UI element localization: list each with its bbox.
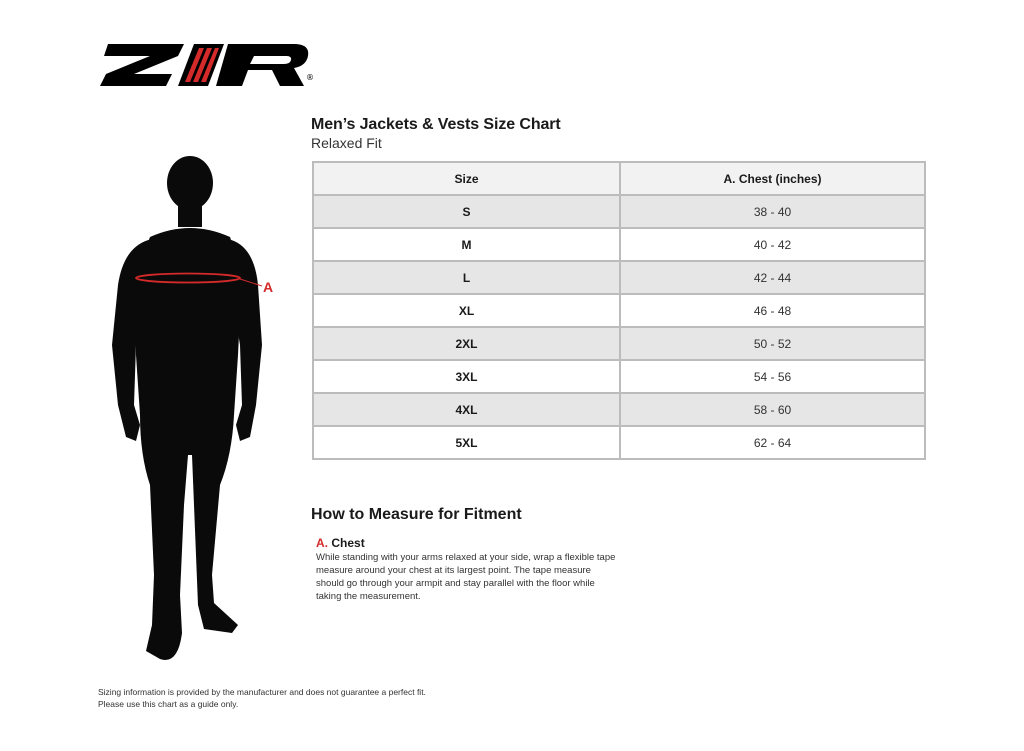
measure-item-chest [316, 536, 616, 603]
table-row [313, 228, 925, 261]
table-row [313, 426, 925, 459]
size-cell: S [313, 195, 620, 228]
size-cell: 5XL [313, 426, 620, 459]
chest-cell: 38 - 40 [620, 195, 925, 228]
chest-cell: 50 - 52 [620, 327, 925, 360]
chest-cell: 62 - 64 [620, 426, 925, 459]
table-row [313, 294, 925, 327]
chest-cell: 54 - 56 [620, 360, 925, 393]
measure-item-description: While standing with your arms relaxed at your side, wrap a flexible tape measure around your chest at its largest point. The tape measure should go through your armpit and stay parallel with the floor while taking the measurement. [316, 552, 616, 602]
disclaimer-line-1: Sizing information is provided by the manufacturer and does not guarantee a perfect fit. [98, 687, 426, 697]
table-row [313, 360, 925, 393]
size-cell: 3XL [313, 360, 620, 393]
table-row [313, 261, 925, 294]
how-to-measure-title: How to Measure for Fitment [311, 506, 522, 523]
chest-cell: 58 - 60 [620, 393, 925, 426]
table-header-row [313, 162, 925, 195]
svg-text:®: ® [306, 73, 314, 82]
size-cell: M [313, 228, 620, 261]
disclaimer-line-2: Please use this chart as a guide only. [98, 699, 239, 709]
size-cell: XL [313, 294, 620, 327]
chest-marker-label: A [263, 279, 274, 295]
table-row [313, 195, 925, 228]
header-chest: A. Chest (inches) [620, 162, 925, 195]
size-cell: L [313, 261, 620, 294]
chart-heading [311, 116, 561, 151]
measure-item-letter: A. [316, 536, 328, 550]
body-silhouette [100, 155, 280, 665]
chest-cell: 40 - 42 [620, 228, 925, 261]
chart-subtitle: Relaxed Fit [311, 135, 382, 151]
disclaimer [98, 686, 426, 710]
size-cell: 4XL [313, 393, 620, 426]
chest-cell: 42 - 44 [620, 261, 925, 294]
chart-title: Men’s Jackets & Vests Size Chart [311, 116, 561, 133]
table-row [313, 393, 925, 426]
chest-cell: 46 - 48 [620, 294, 925, 327]
z1r-logo [98, 38, 318, 90]
measure-item-name: Chest [331, 536, 365, 550]
measure-item-heading [316, 536, 616, 550]
table-row [313, 327, 925, 360]
header-size: Size [313, 162, 620, 195]
size-cell: 2XL [313, 327, 620, 360]
size-table [312, 161, 926, 460]
